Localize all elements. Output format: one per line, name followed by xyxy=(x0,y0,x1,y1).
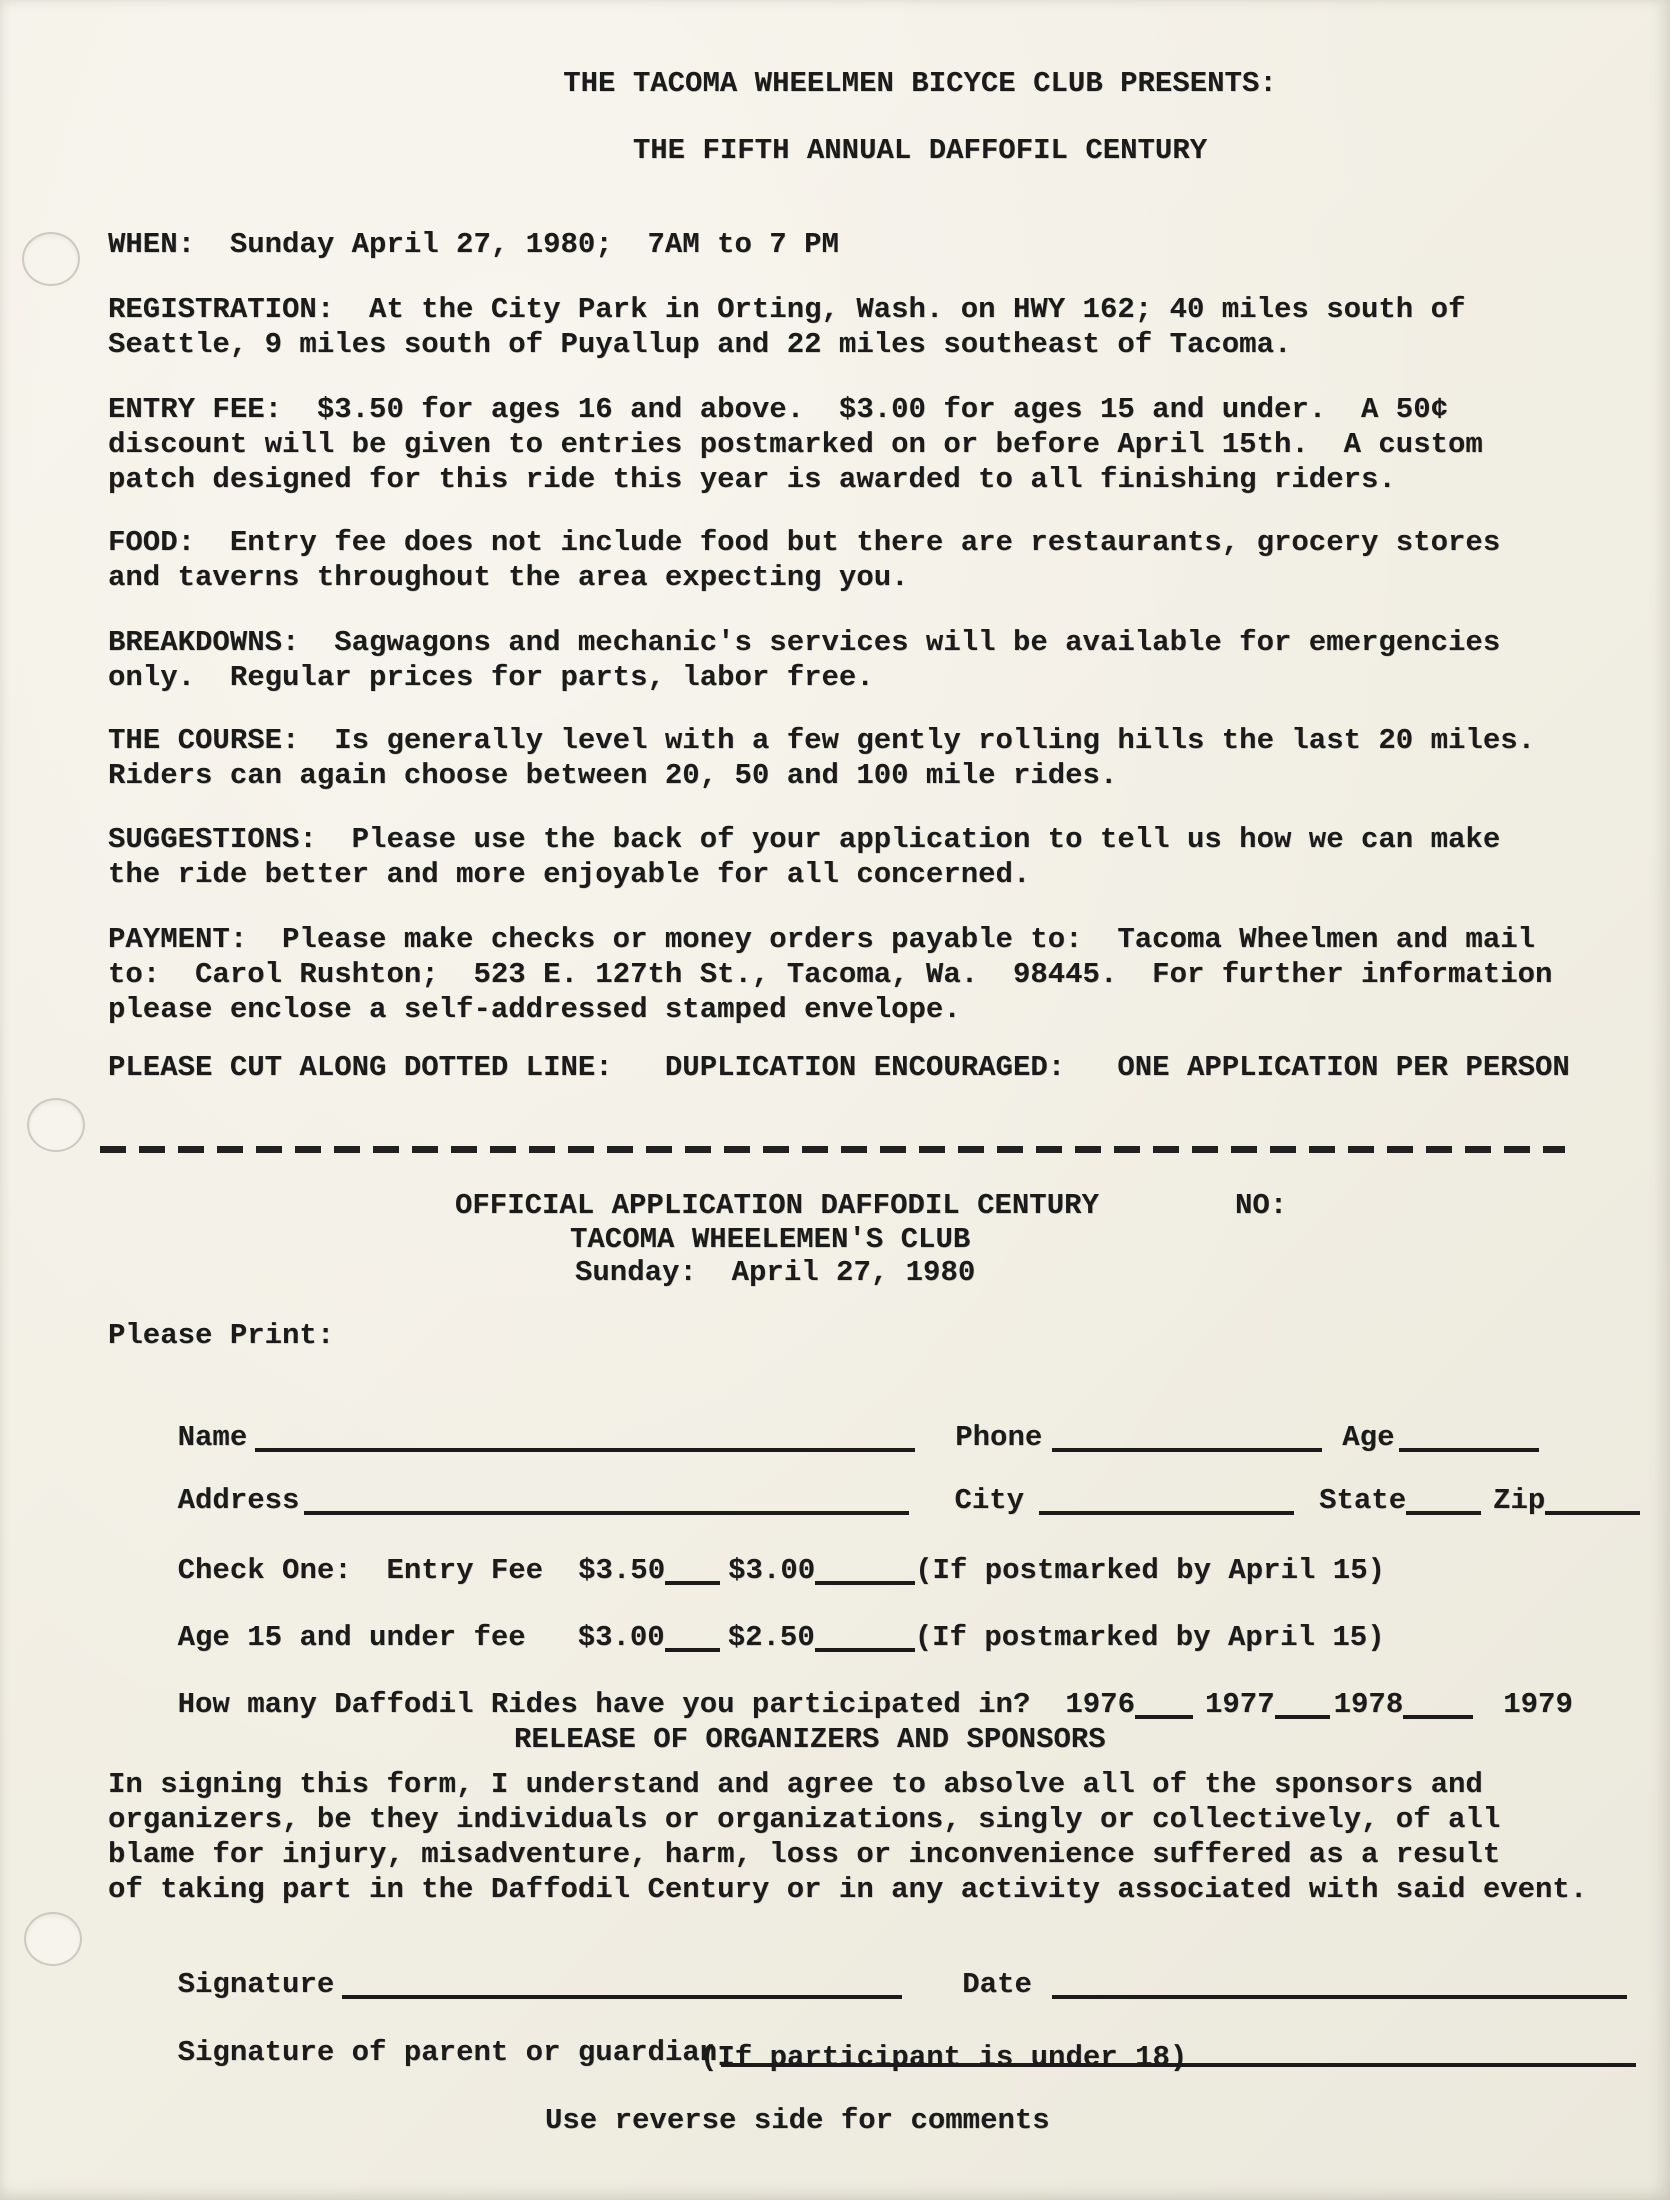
date-label: Date xyxy=(962,1968,1032,2001)
registration-paragraph: Seattle, 9 miles south of Puyallup and 22 miles southeast of Tacoma. xyxy=(108,328,1292,361)
reverse-side-note: Use reverse side for comments xyxy=(545,2104,1050,2137)
fee-300b-label: $3.00 xyxy=(577,1621,665,1654)
fee-300-label: $3.00 xyxy=(728,1554,816,1587)
year-1979-label: 1979 xyxy=(1503,1688,1573,1721)
course-paragraph: THE COURSE: Is generally level with a few gently rolling hills the last 20 miles. xyxy=(108,724,1536,757)
suggestions-paragraph: SUGGESTIONS: Please use the back of your application to tell us how we can make xyxy=(108,823,1501,856)
food-paragraph: FOOD: Entry fee does not include food but there are restaurants, grocery stores xyxy=(108,526,1501,559)
address-field-line xyxy=(304,1507,909,1515)
address-label: Address xyxy=(177,1484,300,1517)
zip-label: Zip xyxy=(1493,1484,1546,1517)
phone-label: Phone xyxy=(955,1421,1043,1454)
breakdowns-paragraph: only. Regular prices for parts, labor free. xyxy=(108,661,874,694)
year-1978-line xyxy=(1403,1711,1473,1719)
punch-hole xyxy=(22,232,80,286)
state-label: State xyxy=(1319,1484,1407,1517)
please-print-label: Please Print: xyxy=(108,1319,335,1352)
city-field-line xyxy=(1039,1507,1294,1515)
application-number-label: NO: xyxy=(1235,1189,1288,1222)
breakdowns-paragraph: BREAKDOWNS: Sagwagons and mechanic's services will be available for emergencies xyxy=(108,626,1501,659)
punch-hole xyxy=(27,1098,85,1152)
under-15-label: Age 15 and under fee xyxy=(177,1621,526,1654)
release-paragraph: organizers, be they individuals or organizations, singly or collectively, of all xyxy=(108,1803,1501,1836)
payment-paragraph: please enclose a self-addressed stamped envelope. xyxy=(108,993,961,1026)
rides-question: How many Daffodil Rides have you participated in? xyxy=(177,1688,1031,1721)
punch-hole xyxy=(24,1912,82,1966)
year-1976-label: 1976 xyxy=(1065,1688,1135,1721)
fee-300-check-line xyxy=(815,1577,915,1585)
year-1977-label: 1977 xyxy=(1205,1688,1275,1721)
guardian-under-18-note: (If participant is under 18) xyxy=(700,2041,1188,2074)
suggestions-paragraph: the ride better and more enjoyable for all concerned. xyxy=(108,858,1031,891)
entry-fee-paragraph: ENTRY FEE: $3.50 for ages 16 and above. $3.00 for ages 15 and under. A 50¢ xyxy=(108,393,1449,426)
year-1977-line xyxy=(1275,1711,1330,1719)
application-club-name: TACOMA WHEELEMEN'S CLUB xyxy=(570,1223,971,1256)
fee-350-label: $3.50 xyxy=(578,1554,666,1587)
zip-field-line xyxy=(1545,1507,1640,1515)
entry-fee-paragraph: discount will be given to entries postmarked on or before April 15th. A custom xyxy=(108,428,1483,461)
check-one-label: Check One: Entry Fee xyxy=(177,1554,544,1587)
release-paragraph: of taking part in the Daffodil Century or in any activity associated with said event. xyxy=(108,1873,1588,1906)
food-paragraph: and taverns throughout the area expecting you. xyxy=(108,561,909,594)
application-date: Sunday: April 27, 1980 xyxy=(575,1256,976,1289)
state-field-line xyxy=(1406,1507,1481,1515)
postmark-note: (If postmarked by April 15) xyxy=(914,1621,1385,1654)
flyer-title-line1: THE TACOMA WHEELMEN BICYCE CLUB PRESENTS: xyxy=(563,67,1277,100)
release-paragraph: In signing this form, I understand and agree to absolve all of the sponsors and xyxy=(108,1768,1483,1801)
age-label: Age xyxy=(1342,1421,1395,1454)
year-1978-label: 1978 xyxy=(1333,1688,1404,1721)
date-field-line xyxy=(1052,1991,1627,1999)
application-title: OFFICIAL APPLICATION DAFFODIL CENTURY xyxy=(455,1189,1099,1222)
flyer-title-line2: THE FIFTH ANNUAL DAFFOFIL CENTURY xyxy=(632,134,1208,167)
release-title: RELEASE OF ORGANIZERS AND SPONSORS xyxy=(514,1723,1106,1756)
fee-350-check-line xyxy=(665,1577,720,1585)
guardian-label: Signature of parent or guardian xyxy=(177,2036,718,2069)
fee-250-check-line xyxy=(815,1644,915,1652)
registration-paragraph: REGISTRATION: At the City Park in Orting, Wash. on HWY 162; 40 miles south of xyxy=(108,293,1466,326)
when-paragraph: WHEN: Sunday April 27, 1980; 7AM to 7 PM xyxy=(108,228,839,261)
course-paragraph: Riders can again choose between 20, 50 and 100 mile rides. xyxy=(108,759,1118,792)
cut-line-notice: PLEASE CUT ALONG DOTTED LINE: DUPLICATION ENCOURAGED: ONE APPLICATION PER PERSON xyxy=(108,1051,1570,1084)
name-label: Name xyxy=(177,1421,248,1454)
city-label: City xyxy=(954,1484,1025,1517)
signature-label: Signature xyxy=(177,1968,335,2001)
signature-field-line xyxy=(342,1991,902,1999)
fee-300b-check-line xyxy=(665,1644,720,1652)
fee-250-label: $2.50 xyxy=(727,1621,815,1654)
year-1976-line xyxy=(1135,1711,1193,1719)
dotted-cut-line xyxy=(100,1146,1565,1153)
payment-paragraph: to: Carol Rushton; 523 E. 127th St., Tacoma, Wa. 98445. For further information xyxy=(108,958,1553,991)
release-paragraph: blame for injury, misadventure, harm, loss or inconvenience suffered as a result xyxy=(108,1838,1501,1871)
payment-paragraph: PAYMENT: Please make checks or money orders payable to: Tacoma Wheelmen and mail xyxy=(108,923,1536,956)
postmark-note: (If postmarked by April 15) xyxy=(915,1554,1386,1587)
entry-fee-paragraph: patch designed for this ride this year is awarded to all finishing riders. xyxy=(108,463,1396,496)
